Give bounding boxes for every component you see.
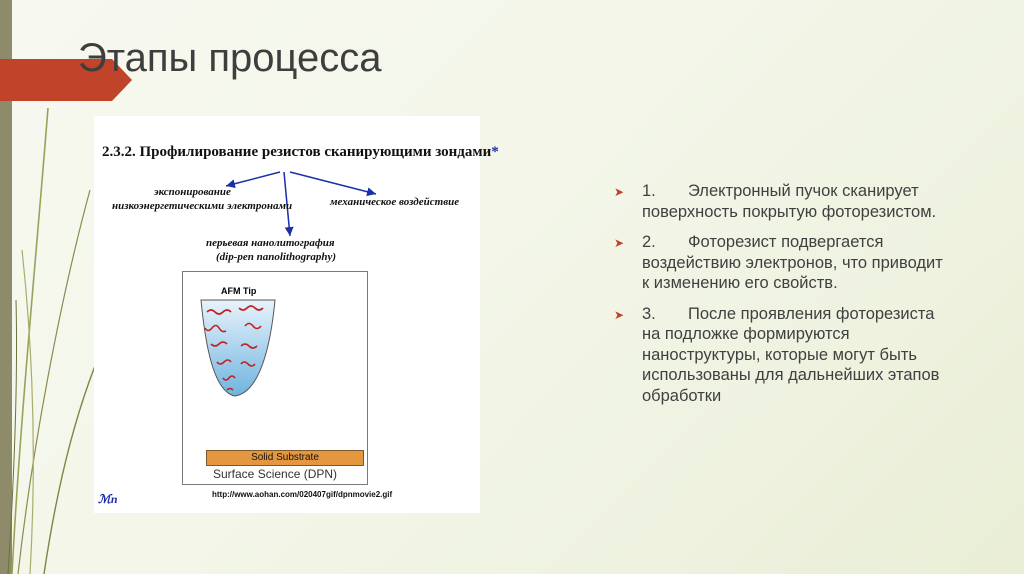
list-item bbox=[614, 232, 954, 294]
figure-heading-text: 2.3.2. Профилирование резистов сканирующими зондами bbox=[102, 144, 492, 160]
label-dippen-line2: (dip-pen nanolithography) bbox=[216, 251, 337, 263]
surface-science-caption: Surface Science (DPN) bbox=[213, 467, 338, 481]
step-number: 2. bbox=[642, 233, 656, 251]
list-item bbox=[614, 304, 954, 407]
step-number: 1. bbox=[642, 182, 656, 200]
step-text: Фоторезист подвергается воздействию электронов, что приводит к изменению его свойств. bbox=[642, 233, 943, 292]
label-dippen-line1: перьевая нанолитография bbox=[206, 237, 335, 249]
label-exposure-line1: экспонирование bbox=[154, 186, 231, 198]
list-item bbox=[614, 181, 954, 222]
afm-tip-graphic bbox=[183, 272, 367, 452]
bullet-arrow-icon: ➤ bbox=[614, 185, 625, 199]
arrow-to-mechanical bbox=[290, 172, 376, 194]
step-text: Электронный пучок сканирует поверхность покрытую фоторезистом. bbox=[642, 182, 937, 221]
publisher-logo-text: ℳn bbox=[98, 492, 118, 506]
afm-tip-label: AFM Tip bbox=[221, 286, 257, 296]
figure-heading-star: * bbox=[491, 144, 499, 160]
label-exposure-line2: низкоэнергетическими электронами bbox=[112, 200, 293, 212]
source-url: http://www.aohan.com/020407gif/dpnmovie2.gif bbox=[212, 490, 393, 499]
step-text: После проявления фоторезиста на подложке формируются наноструктуры, которые могут быть использованы для дальнейших этапов обработки bbox=[642, 304, 940, 405]
process-figure bbox=[94, 116, 499, 513]
dpn-diagram bbox=[182, 271, 368, 485]
process-steps-list bbox=[614, 181, 954, 416]
step-number: 3. bbox=[642, 304, 656, 323]
bullet-arrow-icon: ➤ bbox=[614, 307, 625, 322]
bullet-arrow-icon: ➤ bbox=[614, 236, 625, 250]
arrow-to-exposure bbox=[226, 172, 280, 186]
slide-title: Этапы процесса bbox=[78, 36, 382, 80]
solid-substrate: Solid Substrate bbox=[206, 450, 364, 466]
label-mechanical: механическое воздействие bbox=[330, 196, 460, 208]
publisher-logo bbox=[98, 492, 118, 507]
